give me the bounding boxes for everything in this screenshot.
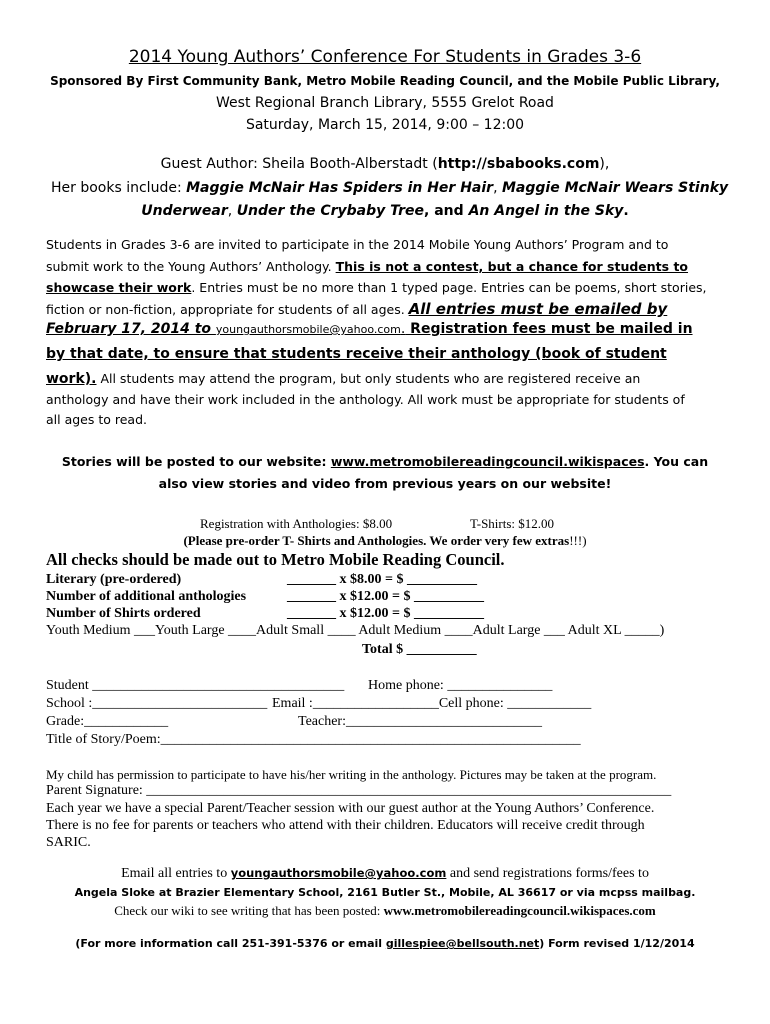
books-line-2: Underwear, Under the Crybaby Tree, and An Angel in the Sky. [141, 203, 629, 219]
intro-line: all ages to read. [46, 412, 147, 427]
order-row-label: Number of additional anthologies [46, 589, 247, 604]
order-row-calc[interactable]: _______ x $12.00 = $ __________ [287, 589, 484, 604]
book-title: An Angel in the Sky [468, 203, 624, 219]
deadline-notice: All entries must be emailed by [408, 300, 668, 318]
intro-line: by that date, to ensure that students receive their anthology (book of student [46, 346, 667, 362]
books-line-1: Her books include: Maggie McNair Has Spiders in Her Hair, Maggie McNair Wears Stinky [51, 180, 729, 196]
entries-email-link[interactable]: youngauthorsmobile@yahoo.com [230, 866, 447, 880]
preorder-note: (Please pre-order T- Shirts and Anthologies. We order very few extras!!!) [183, 533, 587, 548]
tshirt-price: T-Shirts: $12.00 [470, 516, 555, 531]
student-name-field[interactable]: Student ____________________________________ [46, 678, 345, 693]
contact-email-link[interactable]: gillespiee@bellsouth.net [385, 937, 540, 950]
anthology-price: Registration with Anthologies: $8.00 [200, 516, 393, 531]
not-contest-note: This is not a contest, but a chance for students to [335, 259, 689, 274]
book-title: Under the Crybaby Tree [236, 203, 425, 219]
order-row-label: Number of Shirts ordered [46, 606, 201, 621]
guest-author-link[interactable]: http://sbabooks.com [437, 156, 600, 172]
stories-line: also view stories and video from previous years on our website! [158, 476, 612, 491]
session-line: There is no fee for parents or teachers who attend with their children. Educators will receive credit through [46, 818, 645, 833]
intro-line: fiction or non-fiction, appropriate for students of all ages. All entries must be emailed by [46, 300, 668, 318]
guest-author-line: Guest Author: Sheila Booth-Alberstadt (http://sbabooks.com), [160, 156, 610, 172]
home-phone-field[interactable]: Home phone: _______________ [368, 678, 553, 693]
school-field[interactable]: School :_________________________ [46, 696, 268, 711]
session-line: SARIC. [46, 835, 91, 850]
website-link[interactable]: www.metromobilereadingcouncil.wikispaces [330, 454, 645, 469]
intro-line: anthology and have their work included in the anthology. All work must be appropriate for students of [46, 392, 685, 407]
intro-line: February 17, 2014 to youngauthorsmobile@yahoo.com. Registration fees must be mailed in [46, 321, 693, 337]
sponsors-line: Sponsored By First Community Bank, Metro Mobile Reading Council, and the Mobile Public Library, [50, 74, 720, 88]
guest-author-text: Guest Author: Sheila Booth-Alberstadt ( [160, 156, 438, 172]
order-row-calc[interactable]: _______ x $12.00 = $ __________ [287, 606, 484, 621]
session-line: Each year we have a special Parent/Teacher session with our guest author at the Young Authors’ Conference. [46, 801, 655, 816]
contact-info-line: (For more information call 251-391-5376 or email gillespiee@bellsouth.net) Form revised 1/12/2014 [75, 937, 695, 950]
email-entries-line: Email all entries to youngauthorsmobile@yahoo.com and send registrations forms/fees to [121, 866, 649, 881]
book-title: Maggie McNair Wears Stinky [501, 180, 729, 196]
entries-email-link[interactable]: youngauthorsmobile@yahoo.com [215, 323, 401, 336]
book-title: Maggie McNair Has Spiders in Her Hair [186, 180, 494, 196]
teacher-field[interactable]: Teacher:____________________________ [298, 714, 542, 729]
order-total[interactable]: Total $ __________ [362, 642, 477, 657]
mail-to-line: Angela Sloke at Brazier Elementary School, 2161 Butler St., Mobile, AL 36617 or via mcpss mailbag. [74, 886, 696, 899]
email-cell-field[interactable]: Email :__________________Cell phone: ____________ [272, 696, 592, 711]
event-datetime: Saturday, March 15, 2014, 9:00 – 12:00 [245, 117, 525, 133]
intro-line: submit work to the Young Authors’ Anthology. This is not a contest, but a chance for students to [46, 259, 689, 274]
parent-signature-field[interactable]: Parent Signature: ___________________________________________________________________________ [46, 783, 672, 798]
wiki-link[interactable]: www.metromobilereadingcouncil.wikispaces.com [383, 903, 656, 918]
stories-line: Stories will be posted to our website: www.metromobilereadingcouncil.wikispaces. You can [61, 454, 709, 469]
conference-title: 2014 Young Authors’ Conference For Students in Grades 3-6 [128, 47, 642, 67]
fees-notice: Registration fees must be mailed in [405, 321, 693, 337]
book-title: Underwear [141, 203, 228, 219]
permission-statement: My child has permission to participate to have his/her writing in the anthology. Pictures may be taken at the program. [46, 767, 657, 782]
intro-line: showcase their work. Entries must be no more than 1 typed page. Entries can be poems, short stories, [46, 280, 707, 295]
intro-line: work). All students may attend the program, but only students who are registered receive an [46, 371, 641, 387]
order-row-calc[interactable]: _______ x $8.00 = $ __________ [287, 572, 477, 587]
wiki-line: Check our wiki to see writing that has been posted: www.metromobilereadingcouncil.wikispaces.com [114, 903, 656, 918]
venue-address: West Regional Branch Library, 5555 Grelot Road [216, 95, 554, 111]
grade-field[interactable]: Grade:____________ [46, 714, 169, 729]
intro-line: Students in Grades 3-6 are invited to participate in the 2014 Mobile Young Authors’ Program and to [46, 237, 669, 252]
shirt-sizes-line[interactable]: Youth Medium ___Youth Large ____Adult Small ____ Adult Medium ____Adult Large ___ Adult XL _____) [46, 623, 665, 638]
order-row-label: Literary (pre-ordered) [46, 572, 182, 587]
checks-payable: All checks should be made out to Metro Mobile Reading Council. [46, 550, 505, 569]
story-title-field[interactable]: Title of Story/Poem:____________________________________________________________ [46, 732, 581, 747]
